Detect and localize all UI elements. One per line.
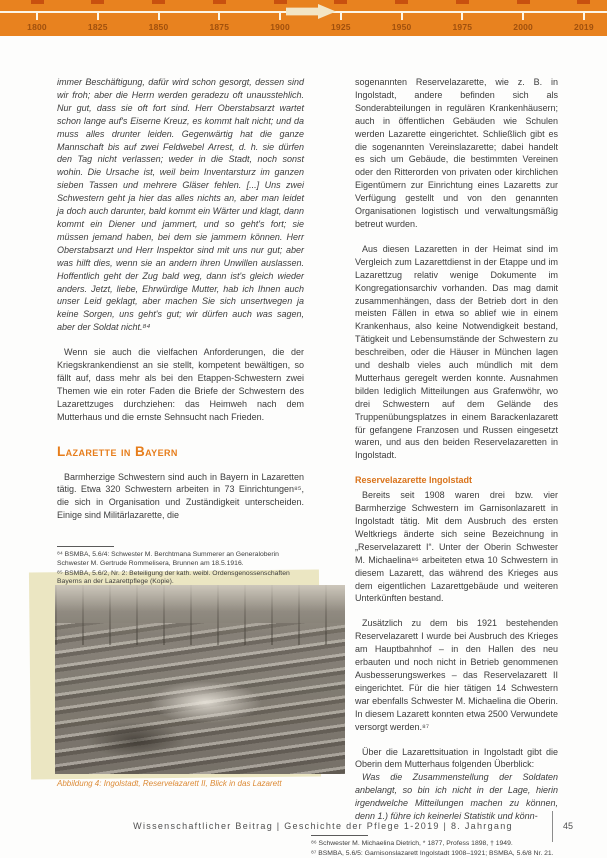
footnote-84: ⁸⁴ BSMBA, 5.6/4: Schwester M. Berchtmana Summerer an Generaloberin Schwester M. Gertrude Rommelisera, Brunnen am 18.5.1916. xyxy=(57,551,279,567)
timeline-tick-1850 xyxy=(142,0,176,36)
tick-top-mark xyxy=(274,0,287,4)
paragraph-garnison: Bereits seit 1908 waren drei bzw. vier Barmherzige Schwestern im Garnisonlazarett in Ingolstadt tätig. Mit dem Ausbruch des ersten Weltkriegs änderte sich seine Bezeichnung in „Reservelazarett I“. Unter der Oberin Schwester M. Michaelina⁸⁶ arbeiteten etwa 10 Schwestern in diesem Lazarett, das während des Krieges aus dem eigentlichen Lazarettgebäude und weiteren Unterkünften bestand. xyxy=(355,490,558,604)
footnote-block-left xyxy=(57,546,304,587)
footnote-86: ⁸⁶ Schwester M. Michaelina Dietrich, * 1877, Profess 1898, † 1949. xyxy=(311,839,513,847)
footer-divider xyxy=(552,811,553,842)
footnote-87: ⁸⁷ BSMBA, 5.6/5: Garnisonslazarett Ingolstadt 1908–1921; BSMBA, 5.6/8 Nr. 21. xyxy=(311,849,554,857)
paragraph-ueberblick: Über die Lazarettsituation in Ingolstadt gibt die Oberin dem Mutterhaus folgenden Überblick: xyxy=(355,746,558,770)
timeline-year-label: 1975 xyxy=(452,22,473,32)
timeline-year-label: 1950 xyxy=(391,22,412,32)
tick-top-mark xyxy=(334,0,347,4)
oberin-quote: Was die Zusammenstellung der Soldaten anbelangt, so bin ich nicht in der Lage, hierin irgendwelche Mitteilungen machen zu können, denn 1.) führe ich keinerlei Statistik und könn- xyxy=(355,772,558,822)
timeline-tick-1900 xyxy=(263,0,297,36)
timeline-year-label: 1800 xyxy=(27,22,47,32)
timeline-year-label: 1875 xyxy=(209,22,230,32)
timeline-tick-1925 xyxy=(324,0,358,36)
paragraph-reservelazarette: sogenannten Reservelazarette, wie z. B. in Ingolstadt, andere befinden sich als Sonderabteilungen in regulären Krankenhäusern; auch in öffentlichen Gebäuden wie Schulen werden Lazarette eingerichtet. Schließlich gibt es die sogenannten Vereinslazarette; dabei handelt es sich um Gebäude, die bestimmten Vereinen oder den Ritterorden von privaten oder kirchlichen Eigentümern zur Einrichtung eines Lazaretts zur Verfügung gestellt und von den genannten Organisationen logistisch und verwaltungsmäßig betreut wurden. xyxy=(355,77,558,229)
timeline-tick-2000 xyxy=(506,0,540,36)
tick-top-mark xyxy=(456,0,469,4)
timeline-tick-1800 xyxy=(20,0,54,36)
left-text-column xyxy=(57,76,304,587)
tick-top-mark xyxy=(577,0,590,4)
timeline-ticks xyxy=(20,0,601,36)
timeline-year-label: 1900 xyxy=(270,22,290,32)
paragraph-anforderungen: Wenn sie auch die vielfachen Anforderungen, die der Kriegskrankendienst an sie stellt, kompetent bewältigen, so fällt auf, dass mehr als bei den Etappen-Schwestern zwei Themen wie ein roter Faden die Briefe der Schwestern des Lazarettzuges durchziehen: das Heimweh nach dem Mutterhaus und die ernste Sehnsucht nach Frieden. xyxy=(57,347,304,422)
letter-quote: immer Beschäftigung, dafür wird schon gesorgt, dessen sind wir froh; aber die Herrn werden geradezu oft unausstehlich. Nur gut, dass sie oft fort sind. Herr Oberstabsarzt wartet schon lange auf's Eiserne Kreuz, es kommt halt nicht; und da muss alles drunter leiden. Gegenwärtig hat die ganze Mannschaft bis auf zwei Feldwebel Arrest, d. h. sie dürfen den Tag nicht verlassen; weder in die Stadt, noch sonst wohin. Die Ursache ist, weil beim Inventarsturz im ganzen sieben Tassen und mehrere Gläser fehlen. [...] Uns zwei Schwestern geht ja hier das alles nichts an, aber man leidet ja doch auch darunter, bald kommt ein Wärter und klagt, dann kommt ein Diener und jammert, und so geht's fort; sie müssen jemand haben, bei dem sie jammern können. Herr Oberstabsarzt und Herr Inspektor sind mit uns nur gut; aber was hilft dies, wenn sie an andern ihren Unwillen auslassen. Hoffentlich geht der Zug bald weg, dann ist's gleich wieder anders. Jetzt, liebe, Ehrwürdige Mutter, hab ich Ihnen auch unser Leid geklagt, aber machen Sie sich unsertwegen ja keine Sorgen, uns geht's gut; wir dürfen auch was sagen, aber der Soldat nicht.⁸⁴ xyxy=(57,77,304,333)
photo-wrap-spacer xyxy=(311,570,355,812)
timeline-year-label: 1850 xyxy=(148,22,169,32)
timeline-tick-1825 xyxy=(81,0,115,36)
footer-journal-info: Wissenschaftlicher Beitrag | Geschichte der Pflege 1-2019 | 8. Jahrgang xyxy=(133,821,513,831)
timeline-tick-1950 xyxy=(385,0,419,36)
tick-top-mark xyxy=(152,0,165,4)
tick-line xyxy=(522,11,524,20)
timeline-year-label: 1925 xyxy=(330,22,351,32)
subheading-reservelazarette-ingolstadt: Reservelazarette Ingolstadt xyxy=(355,475,473,486)
tick-top-mark xyxy=(31,0,44,4)
page-number: 45 xyxy=(563,821,574,831)
footnote-85: ⁸⁵ BSMBA, 5.6/2, Nr. 2: Beteiligung der kath. weibl. Ordensgenossenschaften Bayerns an der Lazarettpflege (Kopie). xyxy=(57,569,290,586)
footnote-rule xyxy=(57,546,114,547)
timeline-tick-2019 xyxy=(567,0,601,36)
timeline-bar xyxy=(0,0,607,36)
tick-line xyxy=(461,11,463,20)
timeline-year-label: 1825 xyxy=(87,22,108,32)
paragraph-heimat: Aus diesen Lazaretten in der Heimat sind im Vergleich zum Lazarettdienst in der Etappe und im Lazarettzug relativ wenige Dokumente im Kongregationsarchiv vorhanden. Das mag damit zusammenhängen, dass der Betrieb dort in den meisten Fällen in etwa so ablief wie in einem Krankenhaus, also keine Notwendigkeit bestand, Tätigkeit und Lebensumstände der Schwestern zu beschreiben, oder die Häuser in München lagen und deshalb vieles auch mündlich mit dem Mutterhaus geregelt werden konnte. Ausnahmen bilden lediglich Mitteilungen aus Grafenwöhr, wo drei Schwestern auf dem Gelände des Truppenübungsplatzes in einem Barackenlazarett für gefangene Franzosen und Russen eingesetzt waren, und aus den beiden Reservelazaretten in Ingolstadt. xyxy=(355,243,558,461)
tick-line xyxy=(340,11,342,20)
right-text-column xyxy=(311,76,558,858)
tick-line xyxy=(279,11,281,20)
tick-top-mark xyxy=(91,0,104,4)
timeline-tick-1975 xyxy=(445,0,479,36)
tick-line xyxy=(218,11,220,20)
tick-line xyxy=(401,11,403,20)
timeline-year-label: 2019 xyxy=(574,22,594,32)
tick-line xyxy=(97,11,99,20)
timeline-year-label: 2000 xyxy=(513,22,533,32)
section-heading-lazarette-in-bayern: Lazarette in Bayern xyxy=(57,443,178,459)
timeline-tick-1875 xyxy=(202,0,236,36)
paragraph-hauptbahnhof: Zusätzlich zu dem bis 1921 bestehenden Reservelazarett I wurde bei Ausbruch des Krieges am Hauptbahnhof – in den Hallen des neu erbauten und noch nicht in Betrieb genommenen Ausbesserungswerkes – das Reservelazarett II eingerichtet. Für die hier tätigen 14 Schwestern war ebenfalls Schwester M. Michaelina die Oberin. In diesem Lazarett konnten etwa 2500 Verwundete versorgt werden.⁸⁷ xyxy=(355,618,558,732)
footnote-block-right xyxy=(311,835,558,858)
tick-top-mark xyxy=(395,0,408,4)
tick-line xyxy=(36,11,38,20)
lazarett-ward-photo xyxy=(55,585,345,774)
tick-line xyxy=(158,11,160,20)
tick-line xyxy=(583,11,585,20)
paragraph-bayern: Barmherzige Schwestern sind auch in Bayern in Lazaretten tätig. Etwa 320 Schwestern arbeiten in 73 Einrichtungen⁸⁵, die sich in Organisation und Zuständigkeit unterscheiden. Einige sind Militärlazarette, die xyxy=(57,471,304,521)
footnote-rule xyxy=(311,835,368,836)
figure-caption: Abbildung 4: Ingolstadt, Reservelazarett II, Blick in das Lazarett xyxy=(57,779,282,788)
tick-top-mark xyxy=(213,0,226,4)
tick-top-mark xyxy=(517,0,530,4)
